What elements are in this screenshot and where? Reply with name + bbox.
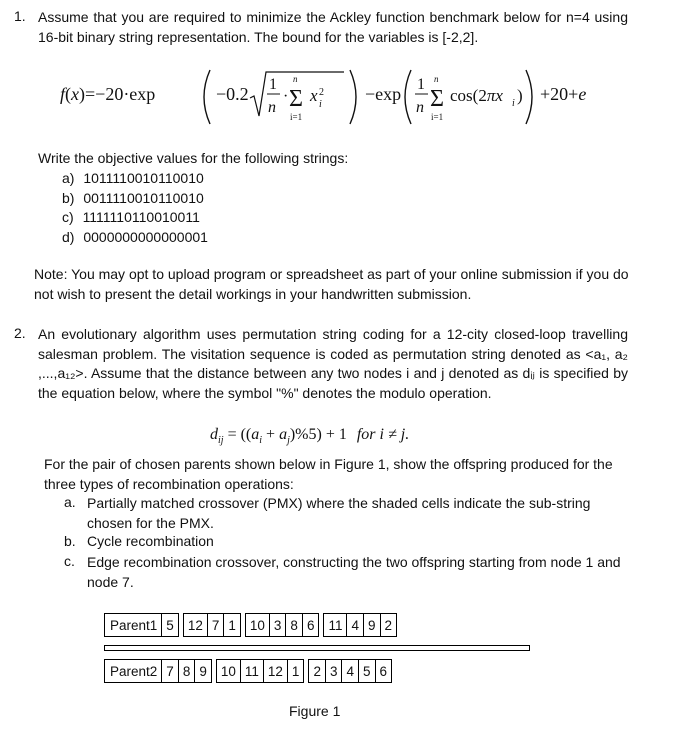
svg-text:n: n (434, 74, 439, 84)
q1-intro: Assume that you are required to minimize the Ackley function benchmark below for n=4 using 16-bit binary string representation. The bound for the variables is [-2,2]. (38, 9, 628, 45)
parent2-gene: 1 (287, 660, 304, 683)
parent1-gene: 3 (269, 614, 286, 637)
parent2-gene: 10 (216, 660, 240, 683)
parent2-gene: 6 (375, 660, 392, 683)
parent1-gene: 11 (324, 614, 347, 637)
parent1-gene: 7 (207, 614, 224, 637)
q2-lead: For the pair of chosen parents shown below in Figure 1, show the offspring produced for the three types of recombination operations: (44, 456, 613, 492)
q2-op-c-label: c. (64, 553, 75, 569)
q1-item-b (62, 190, 204, 206)
q1-item-label: a) (62, 170, 75, 186)
parent1-row (105, 614, 397, 637)
parent2-gene: 7 (162, 660, 179, 683)
parent2-gene: 8 (178, 660, 195, 683)
ackley-formula-graphic (60, 60, 620, 135)
q1-item-label: b) (62, 190, 75, 206)
q2-op-a-text: Partially matched crossover (PMX) where the shaded cells indicate the sub-string chosen for the PMX. (87, 495, 591, 531)
parent2-gene: 2 (309, 660, 326, 683)
parent2-gene: 12 (263, 660, 287, 683)
parent1-gene: 10 (245, 614, 269, 637)
q1-item-string: 1011110010110010 (83, 170, 204, 186)
svg-text:n: n (416, 99, 424, 116)
parent1-gene: 12 (183, 614, 207, 637)
svg-text:Σ: Σ (289, 86, 303, 112)
svg-text:i: i (512, 98, 515, 109)
q2-intro: An evolutionary algorithm uses permutation string coding for a 12-city closed-loop travelling salesman problem. The visitation sequence is coded as permutation string denoted as <a₁, a₂ ,...,a₁₂>. Assume that the distance between any two nodes i and j denoted as dᵢⱼ is specified by the equation below, where the symbol "%" denotes the modulo operation. (38, 326, 628, 401)
svg-text:n: n (268, 99, 276, 116)
svg-text:i=1: i=1 (290, 112, 303, 122)
parent2-gene: 9 (195, 660, 212, 683)
q1-item-string: 1111110110010011 (82, 209, 200, 225)
svg-text:): ) (517, 86, 523, 105)
q2-op-c-text: Edge recombination crossover, constructing the two offspring starting from node 1 and node 7. (87, 554, 621, 590)
q1-item-c (62, 209, 200, 225)
svg-text:+20+e: +20+e (540, 84, 587, 104)
svg-text:i=1: i=1 (431, 112, 444, 122)
q1-note: Note: You may opt to upload program or spreadsheet as part of your online submission if you do not wish to present the detail workings in your handwritten submission. (34, 266, 629, 302)
parent1-gene: 1 (224, 614, 241, 637)
q1-instruction: Write the objective values for the following strings: (38, 150, 349, 166)
parent1-gene: 4 (347, 614, 364, 637)
parent2-table (104, 659, 392, 683)
svg-text:−exp: −exp (365, 84, 402, 104)
q1-item-label: c) (62, 209, 74, 225)
svg-text:Σ: Σ (430, 86, 444, 112)
svg-text:i: i (319, 99, 322, 110)
distance-equation: $d_{ij} = ((a_i + a_j)\%5) + 1$ for i ≠ j. (210, 426, 410, 447)
q2-number: 2. (14, 325, 26, 341)
svg-text:−0.2: −0.2 (216, 84, 249, 104)
parent2-gene: 3 (325, 660, 342, 683)
ackley-formula (60, 60, 620, 140)
q1-item-label: d) (62, 229, 75, 245)
svg-text:1: 1 (417, 76, 425, 93)
svg-text:f(x)=−20·exp: f(x)=−20·exp (60, 84, 156, 104)
parent2-gene: 11 (240, 660, 263, 683)
q2-op-a-label: a. (64, 494, 76, 510)
q1-number: 1. (14, 8, 26, 24)
q1-item-a (62, 170, 204, 186)
figure-caption: Figure 1 (289, 703, 341, 719)
parent1-gene: 8 (286, 614, 303, 637)
svg-text:2: 2 (319, 87, 324, 98)
parent1-gene: 2 (380, 614, 397, 637)
q1-item-string: 0000000000000001 (83, 229, 208, 245)
q1-item-string: 0011110010110010 (83, 190, 204, 206)
parent2-row (105, 660, 392, 683)
parent1-gene: 6 (302, 614, 319, 637)
svg-text:n: n (293, 74, 298, 84)
svg-text:1: 1 (269, 76, 277, 93)
parent1-table (104, 613, 397, 637)
parent1-label: Parent1 (105, 614, 162, 637)
parent2-gene: 5 (358, 660, 375, 683)
q2-op-b-text: Cycle recombination (87, 533, 214, 549)
parent1-gene: 9 (363, 614, 380, 637)
svg-text:·: · (283, 88, 289, 105)
svg-text:cos(2πx: cos(2πx (450, 86, 503, 105)
svg-text:x: x (310, 86, 318, 105)
parent1-gene: 5 (162, 614, 179, 637)
table-separator (104, 645, 530, 651)
parent2-gene: 4 (342, 660, 359, 683)
q1-item-d (62, 229, 208, 245)
parent2-label: Parent2 (105, 660, 162, 683)
q2-op-b-label: b. (64, 533, 76, 549)
